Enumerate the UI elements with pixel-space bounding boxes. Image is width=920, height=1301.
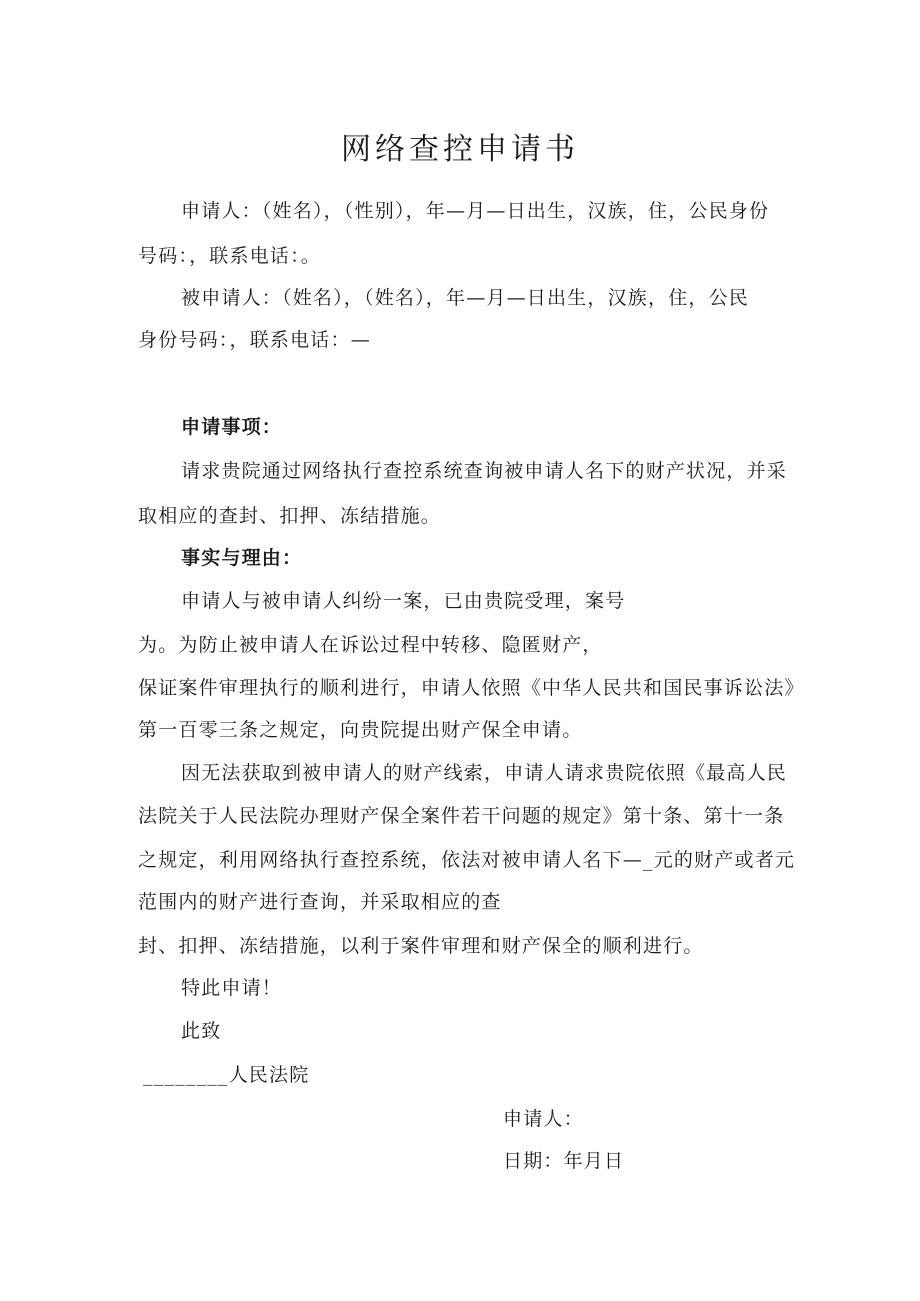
applicant-line-1: 申请人：（姓名），（性别），年—月—日出生，汉族，住，公民身份 (181, 200, 770, 222)
facts-line: 为。为防止被申请人在诉讼过程中转移、隐匿财产， (138, 634, 603, 656)
respondent-line-1: 被申请人：（姓名），（姓名），年—月—日出生，汉族，住，公民 (181, 287, 750, 309)
facts-line: 封、扣押、冻结措施，以利于案件审理和财产保全的顺利进行。 (138, 935, 704, 957)
request-line: 请求贵院通过网络执行查控系统查询被申请人名下的财产状况，并采 (181, 460, 788, 482)
facts-line: 之规定，利用网络执行查控系统，依法对被申请人名下—_元的财产或者元 (138, 849, 796, 871)
facts-line: 第一百零三条之规定，向贵院提出财产保全申请。 (138, 719, 583, 741)
facts-line: 法院关于人民法院办理财产保全案件若干问题的规定》第十条、第十一条 (138, 805, 785, 827)
facts-line: 范围内的财产进行查询，并采取相应的查 (138, 891, 502, 913)
applicant-line-2: 号码：，联系电话：。 (138, 245, 322, 267)
request-line: 取相应的查封、扣押、冻结措施。 (138, 505, 442, 527)
facts-line: 保证案件审理执行的顺利进行，申请人依照《中华人民共和国民事诉讼法》 (138, 677, 805, 699)
respondent-line-2: 身份号码：，联系电话：— (138, 329, 371, 351)
facts-line: 申请人与被申请人纠纷一案，已由贵院受理，案号 (181, 590, 626, 612)
request-heading: 申请事项： (181, 416, 283, 438)
document-title: 网络查控申请书 (341, 132, 579, 167)
facts-line: 因无法获取到被申请人的财产线索，申请人请求贵院依照《最高人民 (181, 762, 788, 784)
facts-heading: 事实与理由： (181, 547, 303, 569)
court-name: ________人民法院 (143, 1064, 310, 1086)
special-request: 特此申请！ (181, 977, 283, 999)
signature-applicant-label: 申请人： (503, 1108, 584, 1130)
regards: 此致 (181, 1020, 222, 1042)
signature-date-label: 日期：年月日 (503, 1150, 625, 1172)
